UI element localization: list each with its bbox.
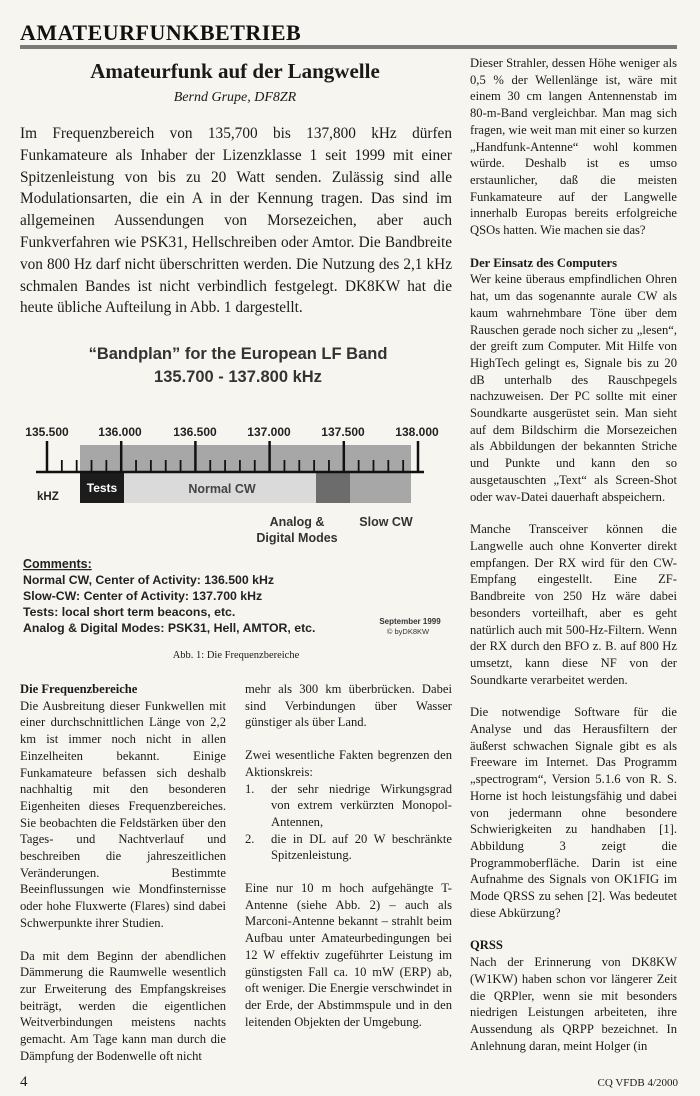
article-author: Bernd Grupe, DF8ZR [173, 90, 297, 105]
figure-title-line1: “Bandplan” for the European LF Band [88, 345, 388, 363]
paragraph: Wer keine überaus empfindlichen Ohren hat, um das sogenannte aurale CW als kaum wahrnehmbare Töne über dem Rauschen gerade noch sicher zu „lesen“, der greift zum Computer. Mit Hilfe von HighTech gelingt es, Signale bis zu 20 dB unterhalb des Rauschpegels nachzuweisen. Der PC sollte mit einer Soundkarte ausgerüstet sein. Man sieht auf dem Bildschirm die Morsezeichen als Abbildungen der bekannten Striche und Punkte und kann den so ausgetauschten „Text“ als Screen-Shot oder wav-Datei dauerhaft abspeichern. [470, 272, 677, 504]
column-1 [20, 681, 226, 1064]
list-item [245, 831, 452, 864]
comments-heading: Comments: [23, 557, 92, 571]
paragraph: Die notwendige Software für die Analyse und das Herausfiltern der äußerst schwachen Signale gibt es als Freeware im Internet. Das Programm „spectrogram“, Version 5.1.6 von R. S. Horne ist hoch leistungsfähig und dabei von jedermann ohne besondere Schwierigkeiten zu handhaben [1]. Abbildung 3 zeigt die Programmoberfläche. Darin ist eine Aufnahme des Signals von OK1FIG im Mode QRSS zu sehen [2]. Was bedeutet diese Abkürzung? [470, 705, 677, 920]
subheading: Der Einsatz des Computers [470, 255, 618, 270]
figure-title-line2: 135.700 - 137.800 kHz [154, 368, 322, 386]
digital-label: Digital Modes [256, 531, 338, 545]
journal-footer: CQ VFDB 4/2000 [597, 1077, 678, 1089]
slow-cw-region [350, 472, 411, 503]
slow-cw-label: Slow CW [359, 515, 413, 529]
tick-label: 137.000 [247, 425, 291, 439]
column-2 [245, 681, 452, 1030]
subheading: QRSS [470, 938, 503, 953]
tick-label: 136.000 [98, 425, 142, 439]
paragraph: Zwei wesentliche Fakten begrenzen den Aktionskreis: [245, 748, 452, 779]
unit-label: kHZ [37, 491, 59, 503]
fact-list [245, 781, 452, 865]
tick-label: 136.500 [173, 425, 217, 439]
paragraph: Nach der Erinnerung von DK8KW (W1KW) haben schon vor längerer Zeit die QRPler, wenn sie mit besonders niedrigen Leistungen arbeiteten, ihre Aussendung als QRPP bezeichnet. In Anlehnung daran, meint Holger (in [470, 955, 677, 1053]
paragraph: Da mit dem Beginn der abendlichen Dämmerung die Raumwelle wesentlich zur Erweiterung des Empfangskreises beiträgt, werden die eigentlichen Weitverbindungen meistens nachts gemacht. Am Tage kann man durch die Dämpfung der Bodenwelle oft nicht [20, 948, 226, 1063]
comment-line: Analog & Digital Modes: PSK31, Hell, AMTOR, etc. [23, 621, 316, 635]
tick-label: 135.500 [25, 425, 69, 439]
lead-paragraph: Im Frequenzbereich von 135,700 bis 137,800 kHz dürfen Funkamateure als Inhaber der Lizenzklasse 1 seit 1999 mit einer Spitzenleistung von bis zu 20 Watt senden. Zulässig sind alle Modulationsarten, die ein A in der Kennung tragen. Das sind im allgemeinen Aussendungen von Morsezeichen, aber auch Funkverfahren wie PSK31, Hellschreiben oder Amtor. Die Bandbreite von 800 Hz darf nicht überschritten werden. Die Nutzung des 2,1 kHz schmalen Bandes ist nicht verbindlich festgelegt. DK8KW hat die heute übliche Aufteilung in Abb. 1 dargestellt. [20, 125, 452, 317]
paragraph: mehr als 300 km überbrücken. Dabei sind Verbindungen über Wasser günstiger als über Land. [245, 682, 452, 730]
paragraph: Die Ausbreitung dieser Funkwellen mit einer durchschnittlichen Länge von 2,2 km ist immer noch nicht in allen Einzelheiten bekannt. Einige Funkamateure befassen sich deshalb nachhaltig mit den besonderen Eigenheiten dieses Frequenzbereiches. Sie beobachten die Feldstärken über den Tages- und Nachtverlauf und beschreiben die jahreszeitlichen Veränderungen. Bestimmte Beeinflussungen wie Mondfinsternisse oder hohe Fluxwerte (Flares) sind dabei Schwerpunkte ihrer Studien. [20, 698, 226, 930]
page-number: 4 [20, 1074, 28, 1090]
subheading: Die Frequenzbereiche [20, 682, 138, 696]
section-header: AMATEURFUNKBETRIEB [20, 20, 302, 45]
figure-caption: Abb. 1: Die Frequenzbereiche [172, 650, 300, 661]
paragraph: Eine nur 10 m hoch aufgehängte T-Antenne (siehe Abb. 2) – auch als Marconi-Antenne bekannt – strahlt beim Aufbau unter Amateurbedingungen bei 12 W effektiv zugeführter Leistung im günstigsten Fall ca. 10 mW (ERP) ab, oft weniger. Die Energie verschwindet in der Erde, der Abstimmspule und in den leitenden Objekten der Umgebung. [245, 881, 452, 1029]
tick-label: 137.500 [321, 425, 365, 439]
paragraph: Dieser Strahler, dessen Höhe weniger als 0,5 % der Wellenlänge ist, wäre mit einem 30 cm langen Antennenstab im 80-m-Band vergleichbar. Man mag sich fragen, wie weit man mit einer so kurzen „Handfunk-Antenne“ wohl kommen würde. Deshalb ist es umso erstaunlicher, daß die meisten Funkamateure auf der Langwelle innerhalb Europas bereits erfolgreiche QSOs hatten. Wie machen sie das? [470, 56, 677, 238]
article-title: Amateurfunk auf der Langwelle [90, 59, 380, 83]
analog-label: Analog & [269, 515, 325, 529]
tests-label: Tests [86, 481, 118, 495]
list-number: 2. [245, 831, 255, 846]
analog-digital-region [316, 472, 350, 503]
paragraph: Manche Transceiver können die Langwelle auch ohne Konverter direkt empfangen. Der RX wird für den CW-Empfang eingestellt. Eine ZF-Bandbreite von 250 Hz wäre dabei besonders vorteilhaft, aber es geht natürlich auch mit 500-Hz-Filtern. Wenn der RX durch den BFO z. B. auf 800 Hz umsetzt, kann diese NF von der Soundkarte verarbeitet werden. [470, 522, 677, 687]
figure-date: September 1999 [379, 617, 441, 626]
tick-label: 138.000 [395, 425, 439, 439]
list-text: die in DL auf 20 W beschränkte Spitzenleistung. [271, 831, 452, 863]
list-item [245, 781, 452, 831]
comment-line: Tests: local short term beacons, etc. [23, 605, 236, 619]
bandplan-figure [20, 338, 452, 660]
column-3 [470, 55, 677, 1054]
figure-credit: © byDK8KW [386, 627, 430, 636]
list-text: der sehr niedrige Wirkungsgrad von extrem verkürzten Monopol-Antennen, [271, 781, 452, 829]
comment-line: Slow-CW: Center of Activity: 137.700 kHz [23, 589, 263, 603]
header-rule [20, 45, 677, 49]
normal-cw-label: Normal CW [188, 482, 256, 496]
comment-line: Normal CW, Center of Activity: 136.500 kHz [23, 573, 275, 587]
list-number: 1. [245, 781, 255, 796]
